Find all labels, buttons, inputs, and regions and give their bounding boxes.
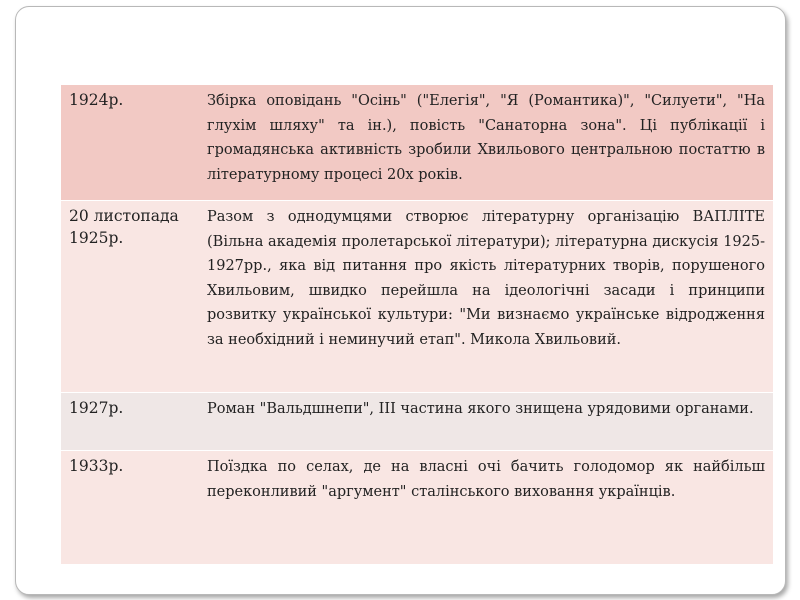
table-row xyxy=(61,85,773,201)
description-cell: Збірка оповідань "Осінь" ("Елегія", "Я (Романтика)", "Силуети", "На глухім шляху" та ін.), повість "Санаторна зона". Ці публікації і громадянська активність зробили Хвильового центральною постаттю в літературному процесі 20х років. xyxy=(199,85,773,201)
slide-frame xyxy=(15,6,786,595)
date-cell: 1924р. xyxy=(61,85,199,201)
date-cell: 1933р. xyxy=(61,451,199,565)
description-cell: Роман "Вальдшнепи", ІІІ частина якого знищена урядовими органами. xyxy=(199,393,773,451)
description-cell: Разом з однодумцями створює літературну організацію ВАПЛІТЕ (Вільна академія пролетарської літератури); літературна дискусія 1925-1927рр., яка від питання про якість літературних творів, порушеного Хвильовим, швидко перейшла на ідеологічні засади і принципи розвитку української культури: "Ми визнаємо українське відродження за необхідний і неминучий етап". Микола Хвильовий. xyxy=(199,201,773,393)
date-cell: 1927р. xyxy=(61,393,199,451)
date-cell: 20 листопада 1925р. xyxy=(61,201,199,393)
description-cell: Поїздка по селах, де на власні очі бачить голодомор як найбільш переконливий "аргумент" сталінського виховання українців. xyxy=(199,451,773,565)
table-row xyxy=(61,201,773,393)
table-row xyxy=(61,393,773,451)
table-row xyxy=(61,451,773,565)
timeline-table xyxy=(61,85,773,565)
